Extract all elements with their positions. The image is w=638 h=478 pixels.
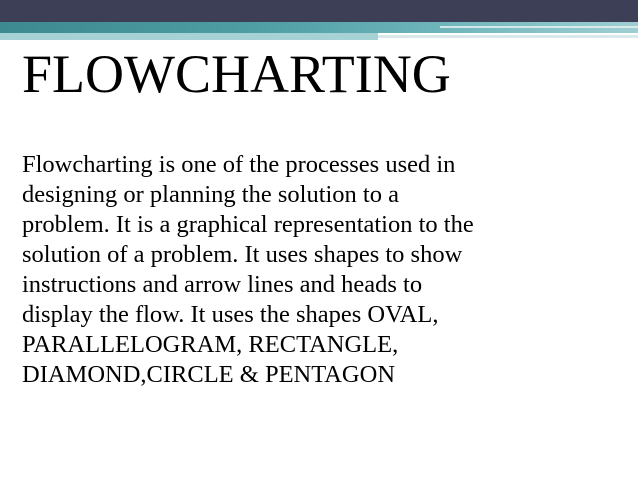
slide-body-text [22,150,622,390]
header-bar-dark [0,0,638,22]
slide-title: FLOWCHARTING [22,44,451,104]
body-line: PARALLELOGRAM, RECTANGLE, [22,331,399,358]
header-bar-teal-light [0,33,378,40]
body-line: problem. It is a graphical representation to the [22,211,474,238]
body-line: display the flow. It uses the shapes OVAL, [22,301,439,328]
body-line: designing or planning the solution to a [22,181,399,208]
body-line: instructions and arrow lines and heads to [22,271,423,298]
body-line: Flowcharting is one of the processes used in [22,151,456,178]
header-bar-thin [378,35,638,38]
body-line: solution of a problem. It uses shapes to show [22,241,463,268]
body-line: DIAMOND,CIRCLE & PENTAGON [22,361,396,388]
header-bar-stripe [440,26,638,28]
